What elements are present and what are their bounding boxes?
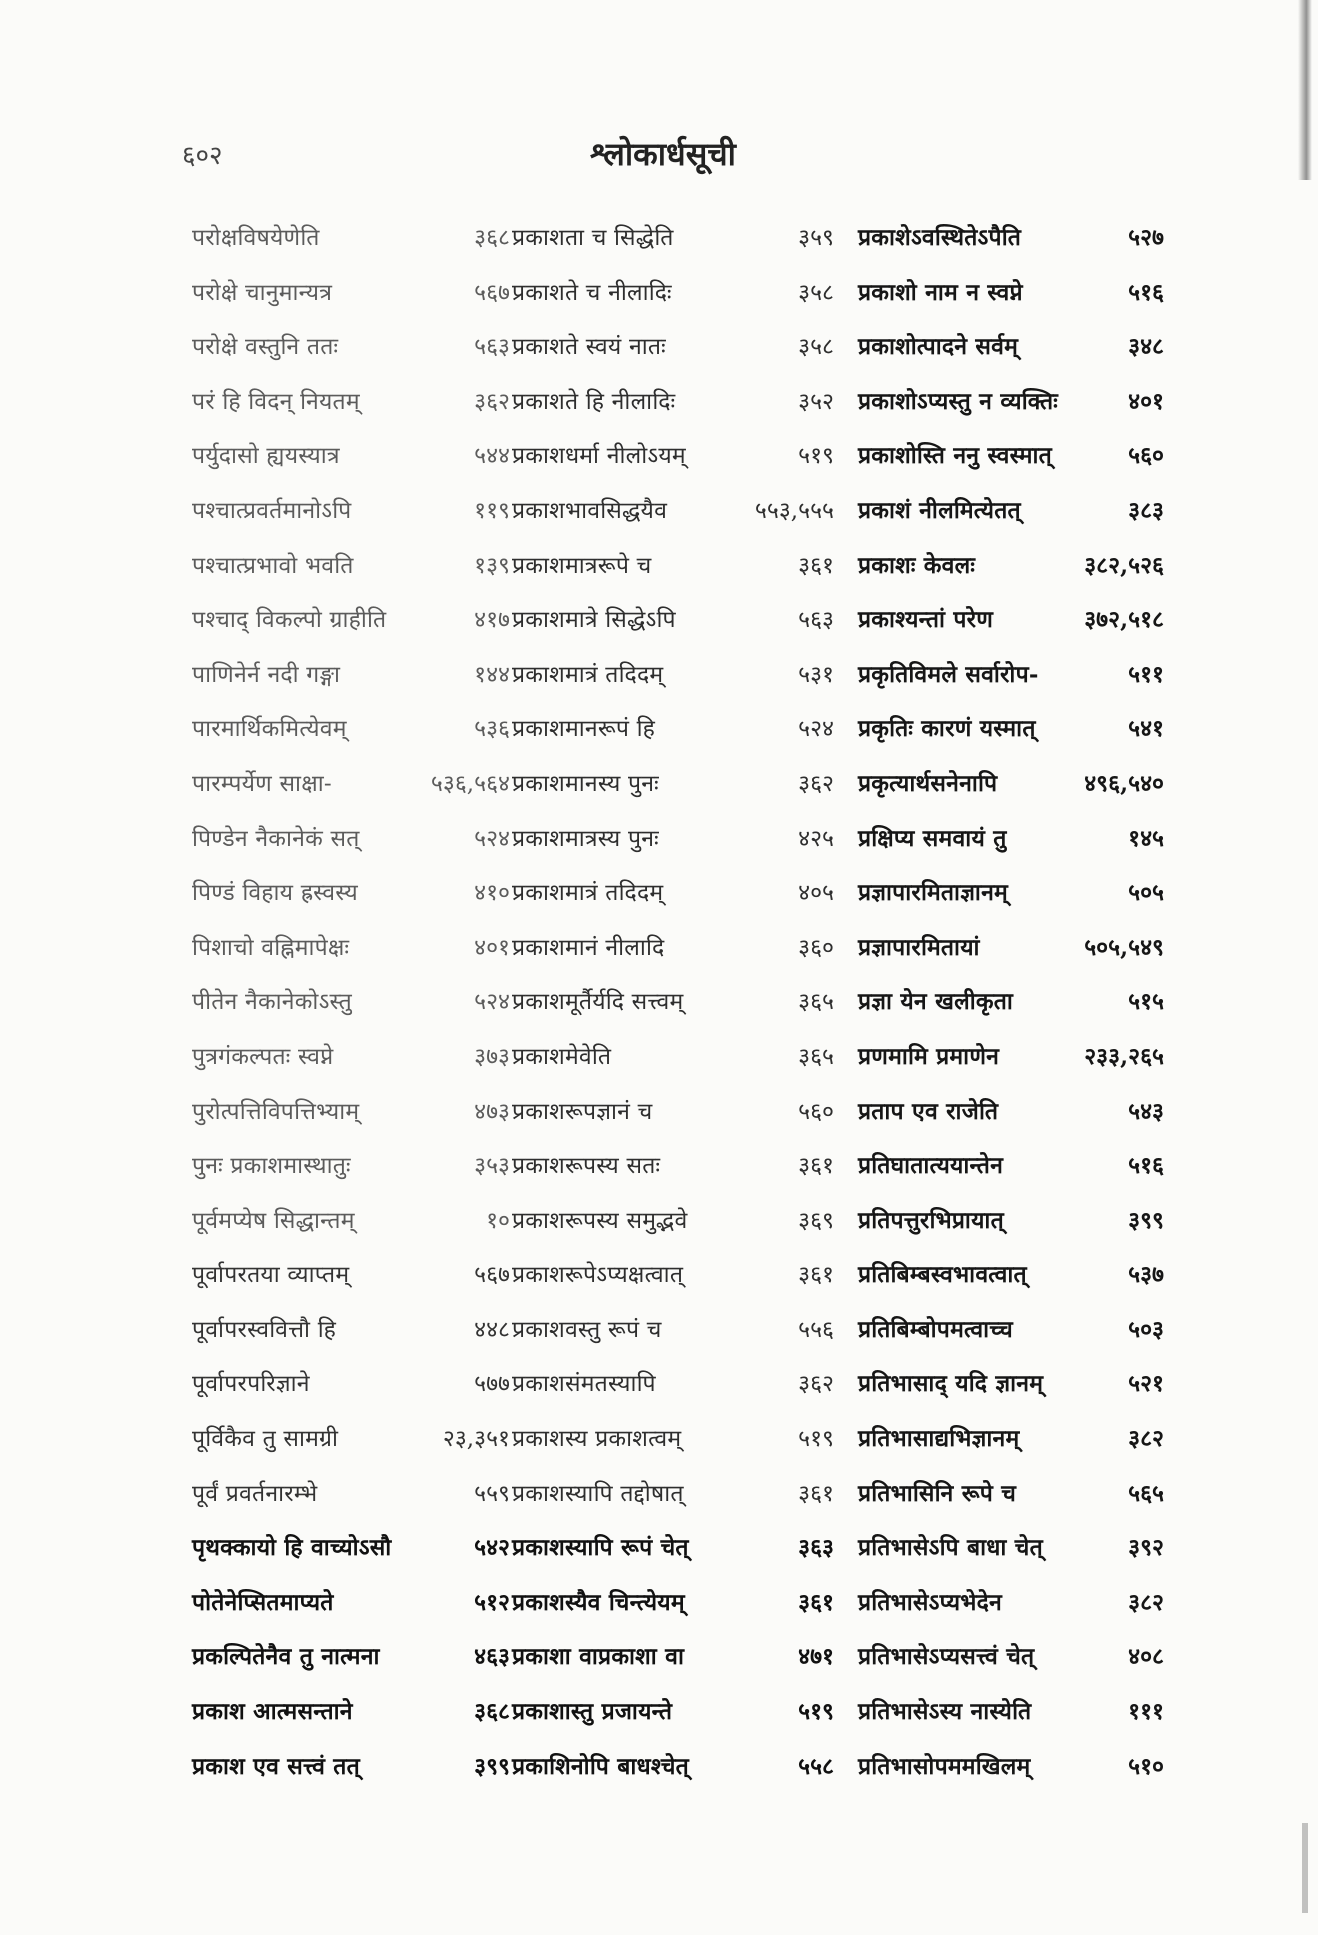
page-reference: ४०५ (798, 880, 834, 907)
verse-half: प्रतिभासाद्यभिज्ञानम् (858, 1425, 1020, 1453)
index-entry (858, 1631, 1176, 1686)
page-reference: १३९ (474, 552, 510, 579)
index-entry (192, 976, 522, 1031)
verse-half: प्रकाशो नाम न स्वप्ने (858, 278, 1023, 306)
index-entry (192, 1741, 522, 1796)
page-reference: १४४ (474, 661, 510, 688)
verse-half: पुनः प्रकाशमास्थातुः (192, 1153, 351, 1180)
index-entry (512, 1413, 852, 1468)
index-entry (858, 594, 1176, 649)
verse-half: परोक्षे चानुमान्यत्र (192, 279, 333, 306)
index-entry (858, 485, 1176, 540)
verse-half: पारम्पर्येण साक्षा- (192, 770, 332, 797)
index-entry (512, 1031, 852, 1086)
page-reference: ३५२ (798, 388, 834, 415)
verse-half: प्रज्ञापारमिताज्ञानम् (858, 879, 1009, 907)
page-reference: ५६५ (1128, 1479, 1164, 1507)
page-edge-shadow (1298, 0, 1312, 180)
page-reference: ५१० (1128, 1752, 1164, 1780)
verse-half: प्रकाशमानरूपं हि (512, 716, 656, 743)
page-reference: ३९९ (474, 1752, 510, 1780)
index-entry (192, 267, 522, 322)
index-entry (192, 321, 522, 376)
verse-half: प्रकाशमात्रं तदिदम् (512, 880, 664, 907)
index-column-3 (858, 212, 1176, 1795)
verse-half: प्रतिभासोपममखिलम् (858, 1752, 1031, 1780)
index-entry (858, 540, 1176, 595)
index-entry (858, 1741, 1176, 1796)
index-entry (192, 376, 522, 431)
page-reference: ४९६,५४० (1084, 769, 1164, 797)
index-entry (512, 1522, 852, 1577)
page-reference: ५२४ (474, 989, 510, 1016)
verse-half: प्रकाशमात्रे सिद्धेऽपि (512, 607, 676, 634)
index-entry (512, 922, 852, 977)
verse-half: प्रकाशा वाप्रकाशा वा (512, 1643, 685, 1671)
verse-half: प्रकाशमेवेति (512, 1043, 612, 1070)
page-reference: ४४८ (474, 1316, 510, 1343)
index-entry (858, 703, 1176, 758)
page-reference: ५६० (1128, 442, 1164, 470)
page-reference: ५४३ (1128, 1097, 1164, 1125)
page-reference: ५३६ (474, 716, 510, 743)
verse-half: प्रकृतिविमले सर्वारोप- (858, 660, 1039, 688)
verse-half: प्रकाशमात्ररूपे च (512, 552, 652, 579)
verse-half: पिशाचो वह्निमापेक्षः (192, 934, 350, 961)
page-reference: ५२४ (474, 825, 510, 852)
index-entry (512, 1741, 852, 1796)
verse-half: प्रकाशरूपस्य समुद्भवे (512, 1207, 688, 1234)
page-reference: ५२१ (1128, 1370, 1164, 1398)
page-reference: ३५८ (798, 279, 834, 306)
page-reference: ५३६,५६४ (430, 770, 510, 797)
page-reference: ४१७ (474, 607, 510, 634)
verse-half: प्रकाशते हि नीलादिः (512, 388, 676, 415)
page-reference: ४७१ (798, 1643, 834, 1671)
index-entry (512, 976, 852, 1031)
verse-half: पूर्वापरपरिज्ञाने (192, 1371, 310, 1398)
page-reference: २३३,२६५ (1084, 1042, 1164, 1070)
index-entry (858, 1086, 1176, 1141)
index-entry (192, 212, 522, 267)
page-reference: ५४४ (474, 443, 510, 470)
index-column-2 (512, 212, 852, 1795)
verse-half: पूर्वं प्रवर्तनारम्भे (192, 1480, 318, 1507)
index-entry (192, 758, 522, 813)
verse-half: प्रतिभासेऽस्य नास्येति (858, 1698, 1032, 1726)
verse-half: प्रकाशमानस्य पुनः (512, 770, 659, 797)
page-reference: ३६२ (474, 388, 510, 415)
index-entry (858, 1304, 1176, 1359)
index-entry (192, 1577, 522, 1632)
page-reference: ३८२ (1128, 1588, 1164, 1616)
page-reference: ३६५ (798, 989, 834, 1016)
verse-half: प्रकाशता च सिद्धेति (512, 225, 674, 251)
verse-half: पश्चात्प्रभावो भवति (192, 552, 354, 579)
verse-half: पाणिनेर्न नदी गङ्गा (192, 661, 341, 688)
page-reference: ३६१ (798, 1588, 834, 1616)
page-reference: ४२५ (798, 825, 834, 852)
verse-half: पश्चाद् विकल्पो ग्राहीति (192, 607, 387, 634)
verse-half: प्रकल्पितेनैव तु नात्मना (192, 1643, 380, 1671)
verse-half: प्रकाशभावसिद्धयैव (512, 497, 668, 524)
page-reference: ४०१ (474, 934, 510, 961)
index-column-1 (192, 212, 522, 1795)
page-reference: ३६५ (798, 1043, 834, 1070)
verse-half: प्रकाश्यन्तां परेण (858, 606, 994, 634)
index-entry (512, 1686, 852, 1741)
index-entry (192, 1522, 522, 1577)
page-reference: ५६३ (474, 334, 510, 361)
page-edge-mark (1302, 1823, 1308, 1913)
verse-half: प्रकाश आत्मसन्ताने (192, 1698, 353, 1726)
index-entry (192, 430, 522, 485)
page-reference: ३६८ (474, 225, 510, 251)
index-entry (512, 703, 852, 758)
index-entry (512, 1468, 852, 1523)
index-entry (192, 649, 522, 704)
verse-half: प्रक्षिप्य समवायं तु (858, 824, 1007, 852)
index-entry (192, 1031, 522, 1086)
index-entry (858, 1413, 1176, 1468)
index-entry (512, 813, 852, 868)
verse-half: प्रताप एव राजेति (858, 1097, 999, 1125)
page-reference: ५१२ (474, 1588, 510, 1616)
page-reference: ३६२ (798, 770, 834, 797)
index-entry (858, 1140, 1176, 1195)
index-entry (192, 1249, 522, 1304)
page-reference: ४१० (474, 880, 510, 907)
index-entry (512, 376, 852, 431)
page-number: ६०२ (182, 141, 223, 171)
index-entry (512, 1195, 852, 1250)
index-entry (192, 594, 522, 649)
verse-half: प्रकाशरूपेऽप्यक्षत्वात् (512, 1262, 684, 1289)
index-entry (192, 922, 522, 977)
page-reference: ४०८ (1128, 1643, 1164, 1671)
index-entry (192, 1413, 522, 1468)
page-reference: ३५९ (798, 225, 834, 251)
index-entry (512, 430, 852, 485)
index-entry (192, 813, 522, 868)
page-reference: ३७३ (474, 1043, 510, 1070)
page-reference: ५३१ (798, 661, 834, 688)
page-title: श्लोकार्धसूची (590, 135, 736, 173)
index-entry (192, 1686, 522, 1741)
index-entry (858, 1195, 1176, 1250)
index-entry (512, 1304, 852, 1359)
verse-half: प्रतिभासिनि रूपे च (858, 1479, 1017, 1507)
verse-half: प्रकाशोऽप्यस्तु न व्यक्तिः (858, 387, 1058, 415)
page-reference: ५६७ (474, 1262, 510, 1289)
page-reference: ५०५,५४९ (1084, 933, 1164, 961)
verse-half: प्रकृतिः कारणं यस्मात् (858, 715, 1036, 743)
index-entry (192, 1304, 522, 1359)
page-reference: ५१९ (798, 443, 834, 470)
page-reference: ५१५ (1128, 988, 1164, 1016)
index-entry (192, 703, 522, 758)
verse-half: प्रकाशमात्रस्य पुनः (512, 825, 659, 852)
index-entry (858, 1358, 1176, 1413)
index-entry (512, 267, 852, 322)
index-entry (512, 540, 852, 595)
page-reference: ३६२ (798, 1371, 834, 1398)
index-entry (512, 1577, 852, 1632)
index-entry (192, 540, 522, 595)
verse-half: प्रकाशमात्रं तदिदम् (512, 661, 664, 688)
index-entry (512, 321, 852, 376)
verse-half: प्रकाशेऽवस्थितेऽपैति (858, 224, 1021, 251)
verse-half: पीतेन नैकानेकोऽस्तु (192, 989, 352, 1016)
index-entry (858, 976, 1176, 1031)
verse-half: प्रकाशोस्ति ननु स्वस्मात् (858, 442, 1052, 470)
page-reference: ३७२,५१८ (1084, 606, 1164, 634)
page-reference: ३६० (798, 934, 834, 961)
verse-half: प्रकाशधर्मा नीलोऽयम् (512, 443, 686, 470)
index-entry (512, 1140, 852, 1195)
page-reference: ५१९ (798, 1426, 834, 1453)
page-reference: ३६१ (798, 1480, 834, 1507)
page-reference: ५११ (1128, 660, 1164, 688)
verse-half: प्रकाशरूपज्ञानं च (512, 1098, 653, 1125)
verse-half: पारमार्थिकमित्येवम् (192, 716, 347, 743)
page-reference: ५६७ (474, 279, 510, 306)
page-reference: ३६३ (798, 1534, 834, 1562)
verse-half: पुत्रगंकल्पतः स्वप्ने (192, 1043, 334, 1070)
page-reference: २३,३५१ (442, 1426, 510, 1453)
index-entry (512, 1631, 852, 1686)
page-reference: ३६१ (798, 1262, 834, 1289)
page-reference: ४६३ (474, 1643, 510, 1671)
index-entry (858, 867, 1176, 922)
verse-half: पूर्वमप्येष सिद्धान्तम् (192, 1207, 355, 1234)
index-entry (858, 376, 1176, 431)
index-entry (192, 1358, 522, 1413)
index-entry (858, 321, 1176, 376)
index-entry (858, 1522, 1176, 1577)
verse-half: प्रकाशस्यापि रूपं चेत् (512, 1534, 689, 1562)
index-entry (512, 649, 852, 704)
page-reference: १० (486, 1207, 510, 1234)
verse-half: प्रकाश एव सत्त्वं तत् (192, 1752, 360, 1780)
verse-half: पिण्डेन नैकानेकं सत् (192, 825, 360, 852)
index-entry (858, 1468, 1176, 1523)
index-entry (858, 922, 1176, 977)
index-entry (512, 594, 852, 649)
index-entry (192, 485, 522, 540)
verse-half: प्रतिपत्तुरभिप्रायात् (858, 1206, 1004, 1234)
verse-half: प्रकाशस्यापि तद्दोषात् (512, 1480, 684, 1507)
verse-half: पूर्विकैव तु सामग्री (192, 1426, 339, 1453)
verse-half: पोतेनेप्सितमाप्यते (192, 1588, 334, 1616)
index-entry (512, 1086, 852, 1141)
verse-half: प्रज्ञापारमितायां (858, 933, 980, 961)
page-reference: ३४८ (1128, 333, 1164, 361)
verse-half: प्रकाशोत्पादने सर्वम् (858, 333, 1019, 361)
page-reference: ५५३,५५५ (754, 497, 834, 524)
verse-half: पृथक्कायो हि वाच्योऽसौ (192, 1534, 392, 1562)
verse-half: परं हि विदन् नियतम् (192, 388, 360, 415)
page-reference: ५७७ (474, 1371, 510, 1398)
verse-half: प्रकृत्यार्थसनेनापि (858, 769, 998, 797)
index-entry (512, 485, 852, 540)
verse-half: पूर्वापरस्ववित्तौ हि (192, 1316, 337, 1343)
index-entry (512, 1358, 852, 1413)
page-reference: ३६८ (474, 1698, 510, 1726)
index-entry (858, 212, 1176, 267)
verse-half: पश्चात्प्रवर्तमानोऽपि (192, 497, 352, 524)
page-reference: ३८३ (1128, 496, 1164, 524)
index-entry (858, 649, 1176, 704)
verse-half: प्रकाशते च नीलादिः (512, 279, 672, 306)
verse-half: प्रणमामि प्रमाणेन (858, 1042, 1000, 1070)
verse-half: पुरोत्पत्तिविपत्तिभ्याम् (192, 1098, 360, 1125)
verse-half: प्रतिभासेऽपि बाधा चेत् (858, 1534, 1043, 1562)
verse-half: प्रकाशसंमतस्यापि (512, 1371, 656, 1398)
index-entry (192, 1086, 522, 1141)
index-entry (192, 1468, 522, 1523)
verse-half: प्रकाशमानं नीलादि (512, 934, 665, 961)
page-reference: ५६० (798, 1098, 834, 1125)
page-reference: ५१६ (1128, 1152, 1164, 1180)
verse-half: प्रज्ञा येन खलीकृता (858, 988, 1014, 1016)
verse-half: प्रतिभासेऽप्यभेदेन (858, 1588, 1002, 1616)
page-reference: १११ (1128, 1698, 1164, 1726)
page-reference: ५३७ (1128, 1261, 1164, 1289)
page-reference: ३९९ (1128, 1206, 1164, 1234)
page-reference: ३६९ (798, 1207, 834, 1234)
page-reference: ५०५ (1128, 879, 1164, 907)
verse-half: परोक्षे वस्तुनि ततः (192, 334, 339, 361)
verse-half: पिण्डं विहाय ह्रस्वस्य (192, 880, 358, 907)
page-reference: ३६१ (798, 552, 834, 579)
verse-half: प्रतिघातात्ययान्तेन (858, 1152, 1004, 1180)
index-entry (512, 867, 852, 922)
verse-half: प्रकाशवस्तु रूपं च (512, 1316, 662, 1343)
page-reference: ५५९ (474, 1480, 510, 1507)
verse-half: प्रकाशते स्वयं नातः (512, 334, 666, 361)
page-reference: ५२४ (798, 716, 834, 743)
page-reference: ५५८ (798, 1752, 834, 1780)
page-reference: ४७३ (474, 1098, 510, 1125)
page-reference: ५२७ (1128, 224, 1164, 251)
verse-half: प्रतिभासेऽप्यसत्त्वं चेत् (858, 1643, 1035, 1671)
page-reference: ३५८ (798, 334, 834, 361)
index-entry (858, 267, 1176, 322)
index-entry (192, 867, 522, 922)
page-reference: ५५६ (798, 1316, 834, 1343)
page-reference: ३५३ (474, 1153, 510, 1180)
page-reference: ४०१ (1128, 387, 1164, 415)
verse-half: प्रतिबिम्बोपमत्वाच्च (858, 1315, 1013, 1343)
page-reference: ५४१ (1128, 715, 1164, 743)
verse-half: प्रकाशं नीलमित्येतत् (858, 496, 1021, 524)
verse-half: प्रकाशमूर्तैर्यदि सत्त्वम् (512, 989, 684, 1016)
page-reference: ३८२,५२६ (1084, 551, 1164, 579)
verse-half: प्रकाशस्यैव चिन्त्येयम् (512, 1588, 685, 1616)
page-reference: ३९२ (1128, 1534, 1164, 1562)
page-reference: ५१९ (798, 1698, 834, 1726)
page-reference: ५६३ (798, 607, 834, 634)
index-entry (858, 813, 1176, 868)
page-reference: ५१६ (1128, 278, 1164, 306)
verse-half: पूर्वापरतया व्याप्तम् (192, 1262, 350, 1289)
page-reference: १४५ (1128, 824, 1164, 852)
index-entry (192, 1140, 522, 1195)
index-entry (858, 430, 1176, 485)
verse-half: पर्युदासो ह्ययस्यात्र (192, 443, 340, 470)
index-entry (512, 758, 852, 813)
page-reference: ५०३ (1128, 1315, 1164, 1343)
page-reference: ३८२ (1128, 1425, 1164, 1453)
verse-half: प्रकाशस्य प्रकाशत्वम् (512, 1426, 682, 1453)
page-reference: ३६१ (798, 1153, 834, 1180)
verse-half: प्रकाशः केवलः (858, 551, 976, 579)
verse-half: परोक्षविषयेणेति (192, 225, 320, 251)
index-entry (858, 1577, 1176, 1632)
verse-half: प्रकाशास्तु प्रजायन्ते (512, 1698, 673, 1726)
index-entry (512, 212, 852, 267)
index-entry (858, 1031, 1176, 1086)
verse-half: प्रतिभासाद् यदि ज्ञानम् (858, 1370, 1044, 1398)
index-entry (192, 1195, 522, 1250)
verse-half: प्रतिबिम्बस्वभावत्वात् (858, 1261, 1027, 1289)
index-entry (192, 1631, 522, 1686)
page-reference: ११९ (474, 497, 510, 524)
verse-half: प्रकाशरूपस्य सतः (512, 1153, 661, 1180)
index-entry (858, 1686, 1176, 1741)
verse-half: प्रकाशिनोपि बाधश्चेत् (512, 1752, 689, 1780)
page-reference: ५४२ (474, 1534, 510, 1562)
index-entry (512, 1249, 852, 1304)
index-entry (858, 1249, 1176, 1304)
index-entry (858, 758, 1176, 813)
